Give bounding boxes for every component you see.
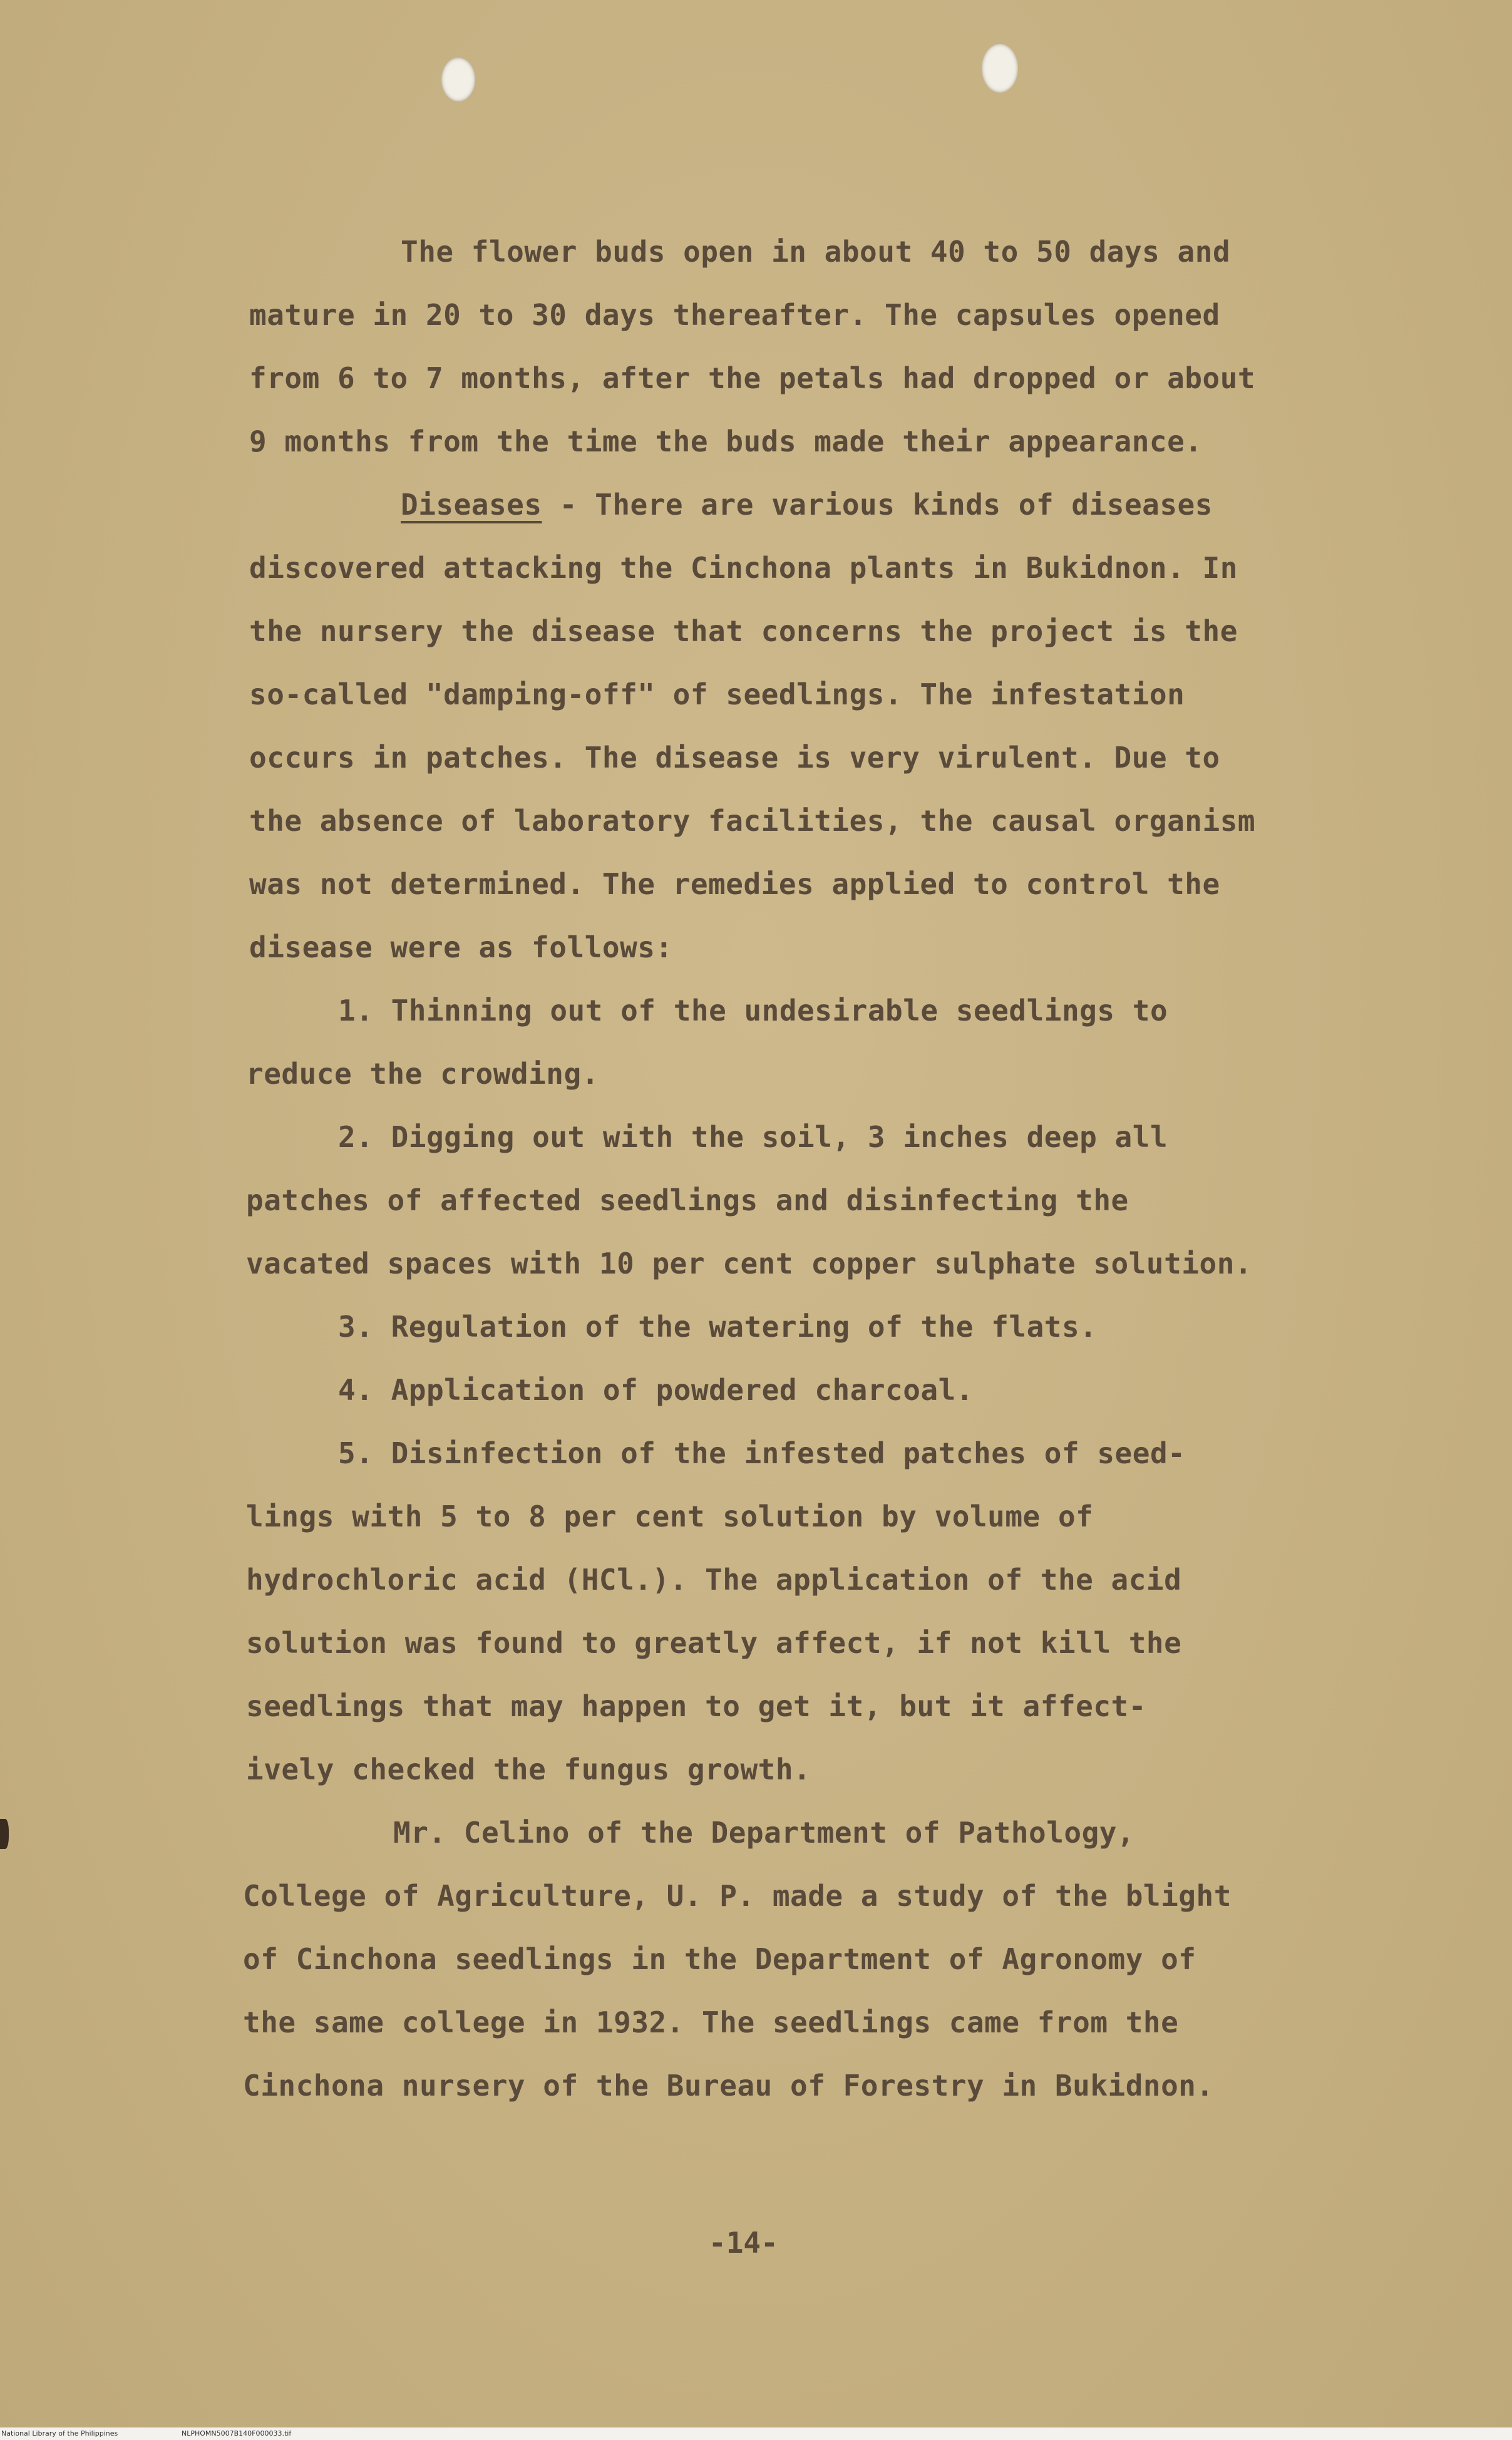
list-item-line: 1. Thinning out of the undesirable seedlings to bbox=[338, 994, 1168, 1027]
text-line: discovered attacking the Cinchona plants in Bukidnon. In bbox=[249, 551, 1238, 585]
text-line: The flower buds open in about 40 to 50 days and bbox=[401, 235, 1231, 269]
punch-hole bbox=[982, 44, 1018, 93]
diseases-paragraph-first-line bbox=[401, 486, 1213, 523]
punch-hole bbox=[441, 58, 475, 101]
list-item-line: hydrochloric acid (HCl.). The application of the acid bbox=[246, 1563, 1182, 1597]
list-item-line: 5. Disinfection of the infested patches of seed- bbox=[338, 1436, 1186, 1470]
text-line: of Cinchona seedlings in the Department of Agronomy of bbox=[243, 1942, 1196, 1976]
list-item-line: patches of affected seedlings and disinfecting the bbox=[246, 1183, 1129, 1217]
text-line: from 6 to 7 months, after the petals had dropped or about bbox=[249, 361, 1256, 395]
text-line: College of Agriculture, U. P. made a study of the blight bbox=[243, 1879, 1232, 1913]
page-number: -14- bbox=[709, 2226, 778, 2260]
list-item-line: seedlings that may happen to get it, but it affect- bbox=[246, 1689, 1146, 1723]
text-line: was not determined. The remedies applied to control the bbox=[249, 867, 1220, 901]
text-line: disease were as follows: bbox=[249, 930, 673, 964]
diseases-heading: Diseases bbox=[401, 488, 542, 522]
footer-file-id: NLPHOMN5007B140F000033.tif bbox=[182, 2429, 292, 2437]
list-item-line: reduce the crowding. bbox=[246, 1057, 599, 1091]
text-line: Mr. Celino of the Department of Pathology, bbox=[393, 1816, 1135, 1850]
list-item-line: vacated spaces with 10 per cent copper sulphate solution. bbox=[246, 1247, 1253, 1280]
text-line: the nursery the disease that concerns the project is the bbox=[249, 614, 1238, 648]
edge-mark bbox=[0, 1819, 9, 1849]
list-item-line: lings with 5 to 8 per cent solution by volume of bbox=[246, 1500, 1094, 1533]
list-item-line: solution was found to greatly affect, if not kill the bbox=[246, 1626, 1182, 1660]
list-item-line: ively checked the fungus growth. bbox=[246, 1753, 811, 1786]
text-line: the same college in 1932. The seedlings came from the bbox=[243, 2005, 1179, 2039]
text-line: the absence of laboratory facilities, the causal organism bbox=[249, 804, 1256, 838]
text-line: Cinchona nursery of the Bureau of Forestry in Bukidnon. bbox=[243, 2069, 1214, 2103]
text-line: mature in 20 to 30 days thereafter. The capsules opened bbox=[249, 298, 1220, 332]
footer-institution: National Library of the Philippines bbox=[1, 2429, 118, 2437]
text-line: 9 months from the time the buds made their appearance. bbox=[249, 425, 1203, 458]
text-fragment: - There are various kinds of diseases bbox=[542, 488, 1213, 522]
list-item-line: 2. Digging out with the soil, 3 inches deep all bbox=[338, 1120, 1168, 1154]
text-line: so-called "damping-off" of seedlings. The infestation bbox=[249, 677, 1185, 711]
list-item-line: 3. Regulation of the watering of the flats. bbox=[338, 1310, 1098, 1344]
text-line: occurs in patches. The disease is very virulent. Due to bbox=[249, 741, 1220, 775]
list-item-line: 4. Application of powdered charcoal. bbox=[338, 1373, 974, 1407]
scan-footer bbox=[0, 2427, 1512, 2440]
